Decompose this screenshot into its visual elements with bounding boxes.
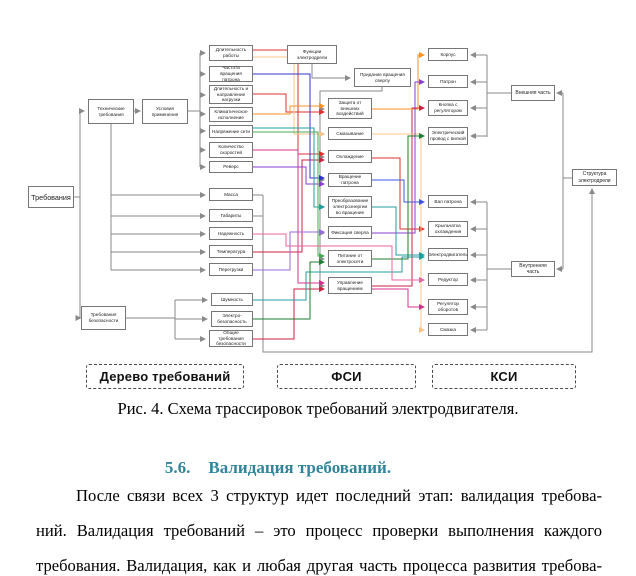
box-chuck-rotation-frequency: Частота вращения патрона bbox=[209, 66, 253, 82]
paragraph-line-2: ний. Валидация требований – это процесс проверки выполнения каждого bbox=[36, 521, 602, 540]
box-internal-part: Внутренняя часть bbox=[511, 261, 555, 277]
box-requirements-root: Требования bbox=[28, 186, 74, 208]
box-dimensions: Габариты bbox=[209, 209, 253, 222]
box-button-with-regulator: Кнопка с регулятором bbox=[428, 100, 468, 116]
box-number-of-speeds: Количество скоростей bbox=[209, 142, 253, 158]
box-drill-structure: Структура электродрели bbox=[572, 169, 617, 186]
box-chuck-rotation: Вращение патрона bbox=[328, 173, 372, 187]
box-lubrication: Смазывание bbox=[328, 127, 372, 140]
section-heading-title: Валидация требований. bbox=[208, 458, 392, 477]
box-overloads: Перегрузки bbox=[209, 263, 253, 276]
section-heading bbox=[0, 458, 556, 478]
box-reducer: Редуктор bbox=[428, 273, 468, 286]
box-general-safety-requirements: Общие требования безопасности bbox=[209, 330, 253, 347]
group-label-fsi: ФСИ bbox=[277, 364, 416, 389]
box-mass: Масса bbox=[209, 188, 253, 201]
box-external-part: Внешняя часть bbox=[511, 85, 555, 101]
box-grease: Смазка bbox=[428, 323, 468, 336]
box-impart-rotation-to-drill: Придание вращения сверлу bbox=[354, 68, 411, 87]
group-label-requirements-tree: Дерево требований bbox=[86, 364, 244, 389]
box-technical-requirements: Технические требования bbox=[88, 99, 134, 124]
figure-caption: Рис. 4. Схема трассировок требований электродвигателя. bbox=[117, 399, 519, 418]
box-reliability: Надежность bbox=[209, 227, 253, 240]
box-temperature: Температура bbox=[209, 245, 253, 258]
box-drill-fixation: Фиксация сверла bbox=[328, 226, 372, 239]
box-body: Корпус bbox=[428, 48, 468, 61]
box-duration-of-work: Длительность работы bbox=[209, 45, 253, 61]
box-chuck: Патрон bbox=[428, 75, 468, 88]
box-cooling: Охлаждение bbox=[328, 150, 372, 163]
box-climatic-design: Климатическое исполнение bbox=[209, 107, 253, 122]
box-mains-voltage: Напряжение сети bbox=[209, 125, 253, 138]
box-mains-power: Питание от электросети bbox=[328, 250, 372, 267]
box-application-conditions: Условия применения bbox=[142, 99, 188, 124]
box-speed-regulator: Регулятор оборотов bbox=[428, 299, 468, 315]
group-label-ksi: КСИ bbox=[432, 364, 576, 389]
paragraph-line-1: После связи всех 3 структур идет последний этап: валидация требова- bbox=[76, 486, 602, 505]
box-chuck-shaft: Вал патрона bbox=[428, 195, 468, 208]
section-heading-number: 5.6. bbox=[164, 458, 191, 477]
box-wire-with-plug: Электрический провод с вилкой bbox=[428, 127, 468, 145]
box-drill-functions: Функции электродрели bbox=[287, 45, 337, 64]
box-cooling-impeller: Крыльчатка охлаждения bbox=[428, 221, 468, 237]
paragraph-line-3: требования. Валидация, как и любая другая часть процесса развития требова- bbox=[36, 556, 602, 575]
box-safety-requirements: Требования безопасности bbox=[81, 306, 126, 330]
box-rotation-control: Управление вращением bbox=[328, 277, 372, 294]
box-load-duration-direction: Длительность и направление нагрузки bbox=[209, 85, 253, 104]
box-electrical-safety: Электро-безопасность bbox=[211, 311, 253, 327]
box-electric-motor: Электродвигатель bbox=[428, 248, 468, 261]
box-energy-conversion: Преобразование электроэнергии во вращение bbox=[328, 196, 372, 218]
box-reverse: Реверс bbox=[209, 161, 253, 173]
box-noise: Шумность bbox=[211, 293, 253, 306]
box-protection-external: Защита от внешних воздействий bbox=[328, 98, 372, 119]
